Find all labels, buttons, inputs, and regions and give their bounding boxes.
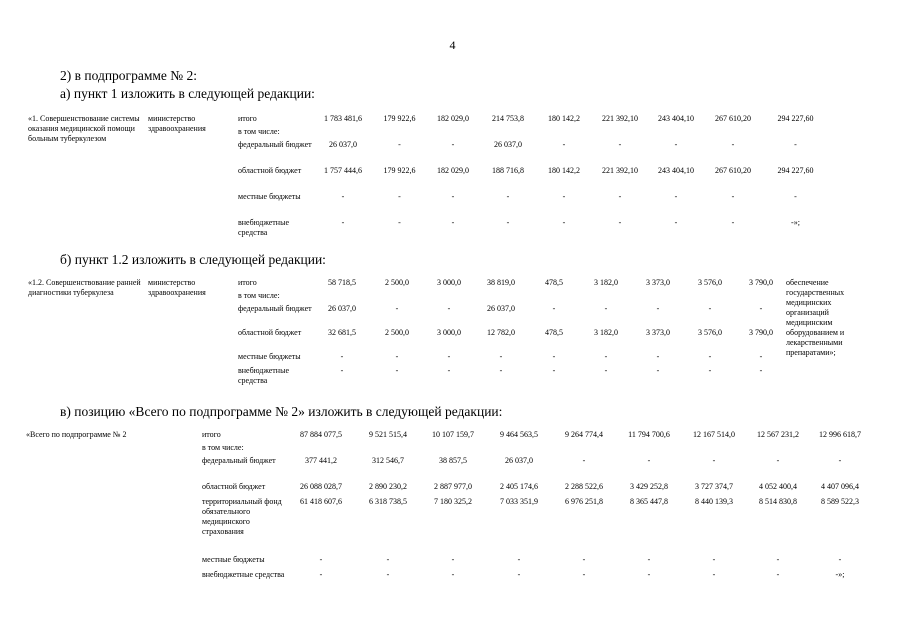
value-cell: 2 288 522,6 <box>565 482 603 491</box>
value-cell: 294 227,60 <box>777 166 814 175</box>
value-cell: 478,5 <box>545 328 563 337</box>
value-cell: 3 790,0 <box>749 328 773 337</box>
table-3 <box>26 430 870 596</box>
value-cell <box>372 127 427 140</box>
source-label: внебюджетные средства <box>238 218 289 237</box>
value-cell: - <box>447 304 451 313</box>
value-cell: - <box>451 555 455 564</box>
value-cell: 188 716,8 <box>492 166 524 175</box>
source-label: областной бюджет <box>202 482 266 491</box>
value-cell: - <box>776 570 780 579</box>
value-cell: - <box>838 555 842 564</box>
page-number: 4 <box>449 38 456 52</box>
value-cell: 1 757 444,6 <box>324 166 362 175</box>
value-cell: - <box>708 304 712 313</box>
value-cell: 214 753,8 <box>492 114 524 123</box>
value-cell: - <box>499 352 503 361</box>
value-cell: - <box>340 352 344 361</box>
value-cell: 478,5 <box>545 278 563 287</box>
value-cell: - <box>712 555 716 564</box>
value-cell <box>580 291 632 304</box>
value-cell: 9 464 563,5 <box>500 430 538 439</box>
source-label: территориальный фонд обязательного медицинского страхования <box>202 497 282 536</box>
value-cell <box>649 127 703 140</box>
table-2 <box>28 278 868 390</box>
table-row <box>28 114 828 127</box>
value-cell: - <box>838 456 842 465</box>
value-cell: 2 887 977,0 <box>434 482 472 491</box>
value-cell: - <box>398 192 401 201</box>
source-label: местные бюджеты <box>202 555 265 564</box>
value-cell: 87 884 077,5 <box>300 430 342 439</box>
value-cell: - <box>386 555 390 564</box>
value-cell: 179 922,6 <box>383 114 416 123</box>
value-cell: - <box>451 140 455 149</box>
value-cell <box>684 291 736 304</box>
value-cell: - <box>395 352 399 361</box>
value-cell <box>682 443 746 456</box>
value-cell: 12 167 514,0 <box>693 430 735 439</box>
value-cell: - <box>618 192 622 201</box>
value-cell: - <box>552 304 556 313</box>
value-cell: - <box>562 192 566 201</box>
value-cell: - <box>759 304 763 313</box>
value-cell: - <box>451 570 455 579</box>
value-cell: - <box>552 352 556 361</box>
value-cell: 179 922,6 <box>383 166 416 175</box>
value-cell: - <box>604 366 608 375</box>
value-cell <box>486 443 552 456</box>
value-cell: 61 418 607,6 <box>300 497 342 506</box>
value-cell <box>616 443 682 456</box>
value-cell: 9 521 515,4 <box>369 430 407 439</box>
value-cell: - <box>395 304 399 313</box>
value-cell: 4 407 096,4 <box>821 482 859 491</box>
value-cell: - <box>647 555 651 564</box>
value-cell: 3 576,0 <box>698 278 722 287</box>
value-cell: - <box>506 192 510 201</box>
value-cell: 312 546,7 <box>372 456 404 465</box>
source-label: областной бюджет <box>238 166 302 175</box>
value-cell: 7 180 325,2 <box>434 497 472 506</box>
value-cell: 9 264 774,4 <box>565 430 603 439</box>
value-cell: - <box>618 140 622 149</box>
value-cell: 3 429 252,8 <box>630 482 668 491</box>
value-cell: 2 405 174,6 <box>500 482 538 491</box>
value-cell: 377 441,2 <box>305 456 337 465</box>
value-cell: 3 373,0 <box>646 278 670 287</box>
value-cell: 26 088 028,7 <box>300 482 342 491</box>
value-cell <box>763 127 828 140</box>
value-cell: 2 500,0 <box>385 278 409 287</box>
value-cell: - <box>674 192 678 201</box>
value-cell <box>286 443 356 456</box>
value-cell: 4 052 400,4 <box>759 482 797 491</box>
value-cell: - <box>341 218 345 227</box>
value-cell <box>528 291 580 304</box>
value-cell: 3 727 374,7 <box>695 482 733 491</box>
value-cell: - <box>386 570 390 579</box>
value-cell: 267 610,20 <box>715 166 751 175</box>
value-cell: - <box>398 218 401 227</box>
value-cell: - <box>731 140 735 149</box>
value-cell: -»; <box>791 218 800 227</box>
value-cell: 26 037,0 <box>328 304 356 313</box>
value-cell: 38 819,0 <box>487 278 515 287</box>
value-cell: 6 318 738,5 <box>369 497 407 506</box>
value-cell: - <box>794 192 797 201</box>
value-cell: 8 440 139,3 <box>695 497 733 506</box>
source-label: внебюджетные средства <box>238 366 289 385</box>
value-cell: - <box>674 140 678 149</box>
source-label: внебюджетные средства <box>202 570 285 579</box>
value-cell <box>703 127 763 140</box>
value-cell: 182 029,0 <box>437 114 469 123</box>
value-cell: - <box>451 218 455 227</box>
value-cell: 243 404,10 <box>658 166 694 175</box>
value-cell: 32 681,5 <box>328 328 356 337</box>
value-cell: 8 365 447,8 <box>630 497 668 506</box>
value-cell: 1 783 481,6 <box>324 114 362 123</box>
heading-subprogram: 2) в подпрограмме № 2: <box>60 68 198 83</box>
program-name: «1. Совершенствование системы оказания медицинской помощи больным туберкулезом <box>28 114 140 143</box>
value-cell: - <box>731 218 735 227</box>
value-cell: - <box>517 570 521 579</box>
value-cell: - <box>499 366 503 375</box>
value-cell: 11 794 700,6 <box>628 430 670 439</box>
value-cell: - <box>582 555 586 564</box>
program-name: «Всего по подпрограмме № 2 <box>26 430 127 439</box>
value-cell: 243 404,10 <box>658 114 694 123</box>
value-cell: - <box>712 570 716 579</box>
value-cell: 180 142,2 <box>548 166 580 175</box>
value-cell: - <box>604 304 608 313</box>
value-cell: - <box>604 352 608 361</box>
value-cell: - <box>656 304 660 313</box>
value-cell: - <box>447 366 451 375</box>
value-cell: 12 996 618,7 <box>819 430 861 439</box>
value-cell: 38 857,5 <box>439 456 467 465</box>
value-cell <box>810 443 870 456</box>
value-cell <box>314 127 372 140</box>
value-cell: - <box>341 192 345 201</box>
value-cell: - <box>618 218 622 227</box>
value-cell: 3 373,0 <box>646 328 670 337</box>
value-cell: 6 976 251,8 <box>565 497 603 506</box>
source-label: в том числе: <box>238 127 280 136</box>
value-cell <box>427 127 479 140</box>
source-label: федеральный бюджет <box>202 456 276 465</box>
value-cell: - <box>731 192 735 201</box>
value-cell <box>356 443 420 456</box>
value-cell <box>537 127 591 140</box>
value-cell <box>420 443 486 456</box>
value-cell: 221 392,10 <box>602 166 638 175</box>
value-cell: - <box>582 456 586 465</box>
value-cell: - <box>656 366 660 375</box>
value-cell: - <box>319 570 323 579</box>
source-label: местные бюджеты <box>238 352 301 361</box>
value-cell: 8 589 522,3 <box>821 497 859 506</box>
value-cell: - <box>447 352 451 361</box>
value-cell <box>632 291 684 304</box>
value-cell: 3 182,0 <box>594 328 618 337</box>
value-cell: - <box>776 555 780 564</box>
value-cell <box>424 291 474 304</box>
value-cell: - <box>340 366 344 375</box>
value-cell: - <box>647 456 651 465</box>
source-label: федеральный бюджет <box>238 304 312 313</box>
value-cell: 180 142,2 <box>548 114 580 123</box>
value-cell: - <box>656 352 660 361</box>
value-cell: 12 782,0 <box>487 328 515 337</box>
source-label: областной бюджет <box>238 328 302 337</box>
value-cell: - <box>712 456 716 465</box>
value-cell: -»; <box>835 570 845 579</box>
value-cell: 12 567 231,2 <box>757 430 799 439</box>
value-cell: - <box>794 140 797 149</box>
value-cell: - <box>647 570 651 579</box>
source-label: федеральный бюджет <box>238 140 312 149</box>
value-cell <box>552 443 616 456</box>
value-cell: 10 107 159,7 <box>432 430 474 439</box>
source-label: итого <box>238 114 257 123</box>
value-cell <box>370 291 424 304</box>
value-cell: - <box>674 218 678 227</box>
heading-item-a: а) пункт 1 изложить в следующей редакции: <box>60 86 315 101</box>
value-cell: 3 000,0 <box>437 278 461 287</box>
program-name: «1.2. Совершенствование ранней диагностики туберкулеза <box>28 278 141 297</box>
heading-item-v: в) позицию «Всего по подпрограмме № 2» изложить в следующей редакции: <box>60 404 503 419</box>
value-cell <box>474 291 528 304</box>
value-cell: - <box>562 218 566 227</box>
value-cell: 3 790,0 <box>749 278 773 287</box>
executor-name: министерство здравоохранения <box>148 278 206 297</box>
value-cell: 26 037,0 <box>494 140 522 149</box>
value-cell: - <box>759 352 763 361</box>
value-cell: 221 392,10 <box>602 114 638 123</box>
value-cell: 7 033 351,9 <box>500 497 538 506</box>
value-cell: - <box>398 140 401 149</box>
source-label: в том числе: <box>238 291 280 300</box>
value-cell: 26 037,0 <box>505 456 533 465</box>
value-cell: 26 037,0 <box>487 304 515 313</box>
value-cell: 2 890 230,2 <box>369 482 407 491</box>
value-cell: - <box>708 366 712 375</box>
value-cell: 58 718,5 <box>328 278 356 287</box>
value-cell: - <box>395 366 399 375</box>
value-cell: - <box>776 456 780 465</box>
value-cell: - <box>451 192 455 201</box>
value-cell: - <box>517 555 521 564</box>
source-label: итого <box>202 430 221 439</box>
value-cell: - <box>319 555 323 564</box>
value-cell <box>746 443 810 456</box>
value-cell <box>314 291 370 304</box>
value-cell <box>736 291 786 304</box>
value-cell <box>479 127 537 140</box>
value-cell: 294 227,60 <box>777 114 814 123</box>
table-row <box>26 430 870 443</box>
value-cell: - <box>759 366 763 375</box>
table-1 <box>28 114 828 244</box>
value-cell: - <box>708 352 712 361</box>
source-label: итого <box>238 278 257 287</box>
value-cell: 182 029,0 <box>437 166 469 175</box>
table-row <box>28 278 868 291</box>
source-label: местные бюджеты <box>238 192 301 201</box>
heading-item-b: б) пункт 1.2 изложить в следующей редакции: <box>60 252 326 267</box>
value-cell: - <box>582 570 586 579</box>
value-cell: - <box>552 366 556 375</box>
value-cell: 3 000,0 <box>437 328 461 337</box>
value-cell: 267 610,20 <box>715 114 751 123</box>
activity-note: обеспечение государственных медицинских организаций медицинским оборудованием и лекарственными препаратами»; <box>786 278 845 357</box>
value-cell <box>591 127 649 140</box>
value-cell: 26 037,0 <box>329 140 357 149</box>
source-label: в том числе: <box>202 443 244 452</box>
value-cell: - <box>506 218 510 227</box>
value-cell: 3 182,0 <box>594 278 618 287</box>
executor-name: министерство здравоохранения <box>148 114 206 133</box>
value-cell: 3 576,0 <box>698 328 722 337</box>
value-cell: - <box>562 140 566 149</box>
value-cell: 8 514 830,8 <box>759 497 797 506</box>
value-cell: 2 500,0 <box>385 328 409 337</box>
